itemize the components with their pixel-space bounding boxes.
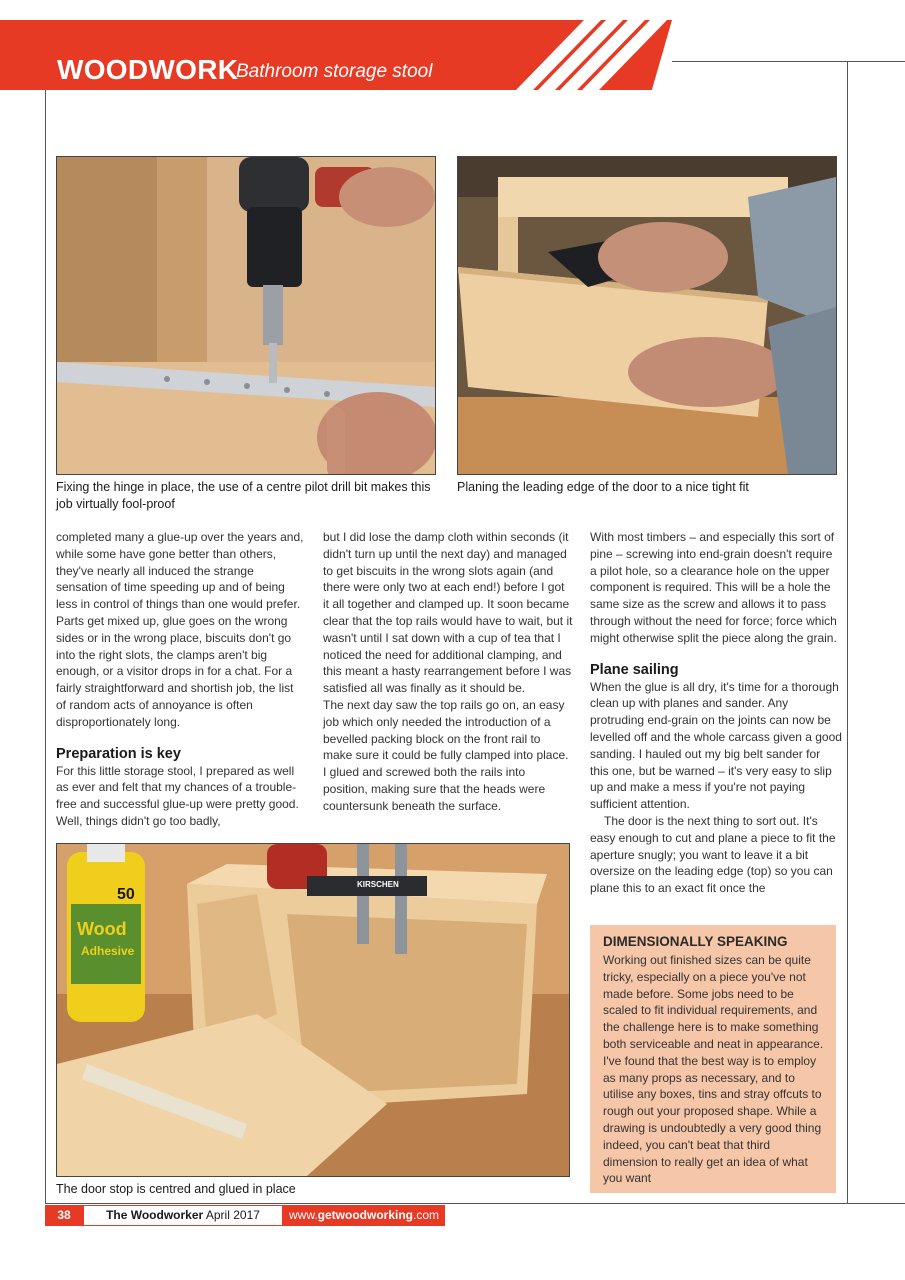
- text-column-1: [56, 529, 306, 830]
- caption-photo-2: Planing the leading edge of the door to a nice tight fit: [457, 480, 749, 494]
- subheading-plane-sailing: Plane sailing: [590, 661, 679, 678]
- sidebar-title: DIMENSIONALLY SPEAKING: [603, 934, 788, 949]
- url-prefix: www.: [288, 1208, 318, 1222]
- issue-date: April 2017: [205, 1208, 260, 1222]
- bottle-brand: Wood: [77, 919, 127, 939]
- caption-photo-3: The door stop is centred and glued in place: [56, 1182, 296, 1196]
- photo-door-stop: [56, 843, 570, 1177]
- article-subtitle: Bathroom storage stool: [236, 61, 433, 82]
- url-domain: getwoodworking: [317, 1208, 413, 1222]
- sidebar-box: [590, 925, 836, 1193]
- magazine-issue: [83, 1205, 283, 1226]
- photo-hinge-drilling: [56, 156, 436, 475]
- magazine-name: The Woodworker: [106, 1208, 204, 1222]
- bottle-word: Adhesive: [81, 944, 135, 958]
- subheading-preparation: Preparation is key: [56, 745, 181, 762]
- paragraph: The next day saw the top rails go on, an easy job which only needed the introduction of a bevelled packing block on the front rail to make sure it could be fully clamped into place. I glued and screwed both the rails into position, making sure that the heads were countersunk beneath the surface.: [323, 697, 569, 813]
- header-rule: [672, 61, 905, 62]
- frame-line-right: [847, 61, 848, 1204]
- paragraph: With most timbers – and especially this sort of pine – screwing into end-grain doesn't require a pilot hole, so a clearance hole on the upper component is required. This will be a hole the same size as the screw and allows it to pass through without the need for force; force which might otherwise split the piece along the grain.: [590, 530, 837, 645]
- caption-photo-1: Fixing the hinge in place, the use of a centre pilot drill bit makes this job virtually fool-proof: [56, 480, 431, 511]
- frame-line-left: [45, 90, 46, 1204]
- frame-line-bottom: [45, 1203, 905, 1204]
- photo-planing-door: [457, 156, 837, 475]
- paragraph: completed many a glue-up over the years and, while some have gone better than others, they've nearly all induced the strange sensation of time speeding up and of being less in control of things than one would prefer. Parts get mixed up, glue goes on the wrong sides or in the wrong place, biscuits don't go into the right slots, the clamps aren't big enough, or a visitor drops in for a chat. For a fairly straightforward and shortish job, the list of random acts of annoyance is often disproportionately long.: [56, 530, 304, 729]
- sidebar-body: Working out finished sizes can be quite tricky, especially on a piece you've not made before. Some jobs need to be scaled to fit individual requirements, and the challenge here is to make something both serviceable and neat in appearance. I've found that the best way is to employ as many props as necessary, and to utilise any boxes, tins and stray offcuts to rough out your proposed shape. While a drawing is undoubtedly a very good thing indeed, you can't beat that third dimension to really get an idea of what you want: [603, 953, 824, 1186]
- clamp-brand: KIRSCHEN: [357, 880, 399, 889]
- section-title: WOODWORK: [57, 54, 239, 85]
- paragraph: When the glue is all dry, it's time for a thorough clean up with planes and sander. Any protruding end-grain on the joints can now be levelled off and the whole carcass given a good sanding. I hauled out my big belt sander for this one, but be warned – it's very easy to slip up and make a mess if you're not paying sufficient attention.: [590, 679, 842, 812]
- website-link[interactable]: [283, 1205, 445, 1226]
- paragraph: The door is the next thing to sort out. It's easy enough to cut and plane a piece to fit the aperture snugly; you want to leave it a bit oversize on the leading edge (top) so you can plane this to an exact fit once the: [590, 813, 836, 896]
- text-column-3: [590, 529, 842, 897]
- url-suffix: .com: [412, 1208, 439, 1222]
- header-stripes: [488, 20, 678, 90]
- bottle-number: 50: [117, 886, 135, 903]
- page-number: 38: [45, 1205, 83, 1226]
- paragraph: but I did lose the damp cloth within seconds (it didn't turn up until the next day) and managed to get biscuits in the wrong slots again (and there were only two at each end!) before I got it all together and clamped up. It soon became clear that the top rails would have to wait, but it wasn't until I sat down with a cup of tea that I noticed the need for additional clamping, and this meant a hasty rearrangement before I was satisfied all was finally as it should be.: [323, 530, 573, 696]
- text-column-2: [323, 529, 573, 815]
- paragraph: For this little storage stool, I prepared as well as ever and felt that my chances of a trouble-free and successful glue-up were pretty good. Well, things didn't go too badly,: [56, 763, 299, 828]
